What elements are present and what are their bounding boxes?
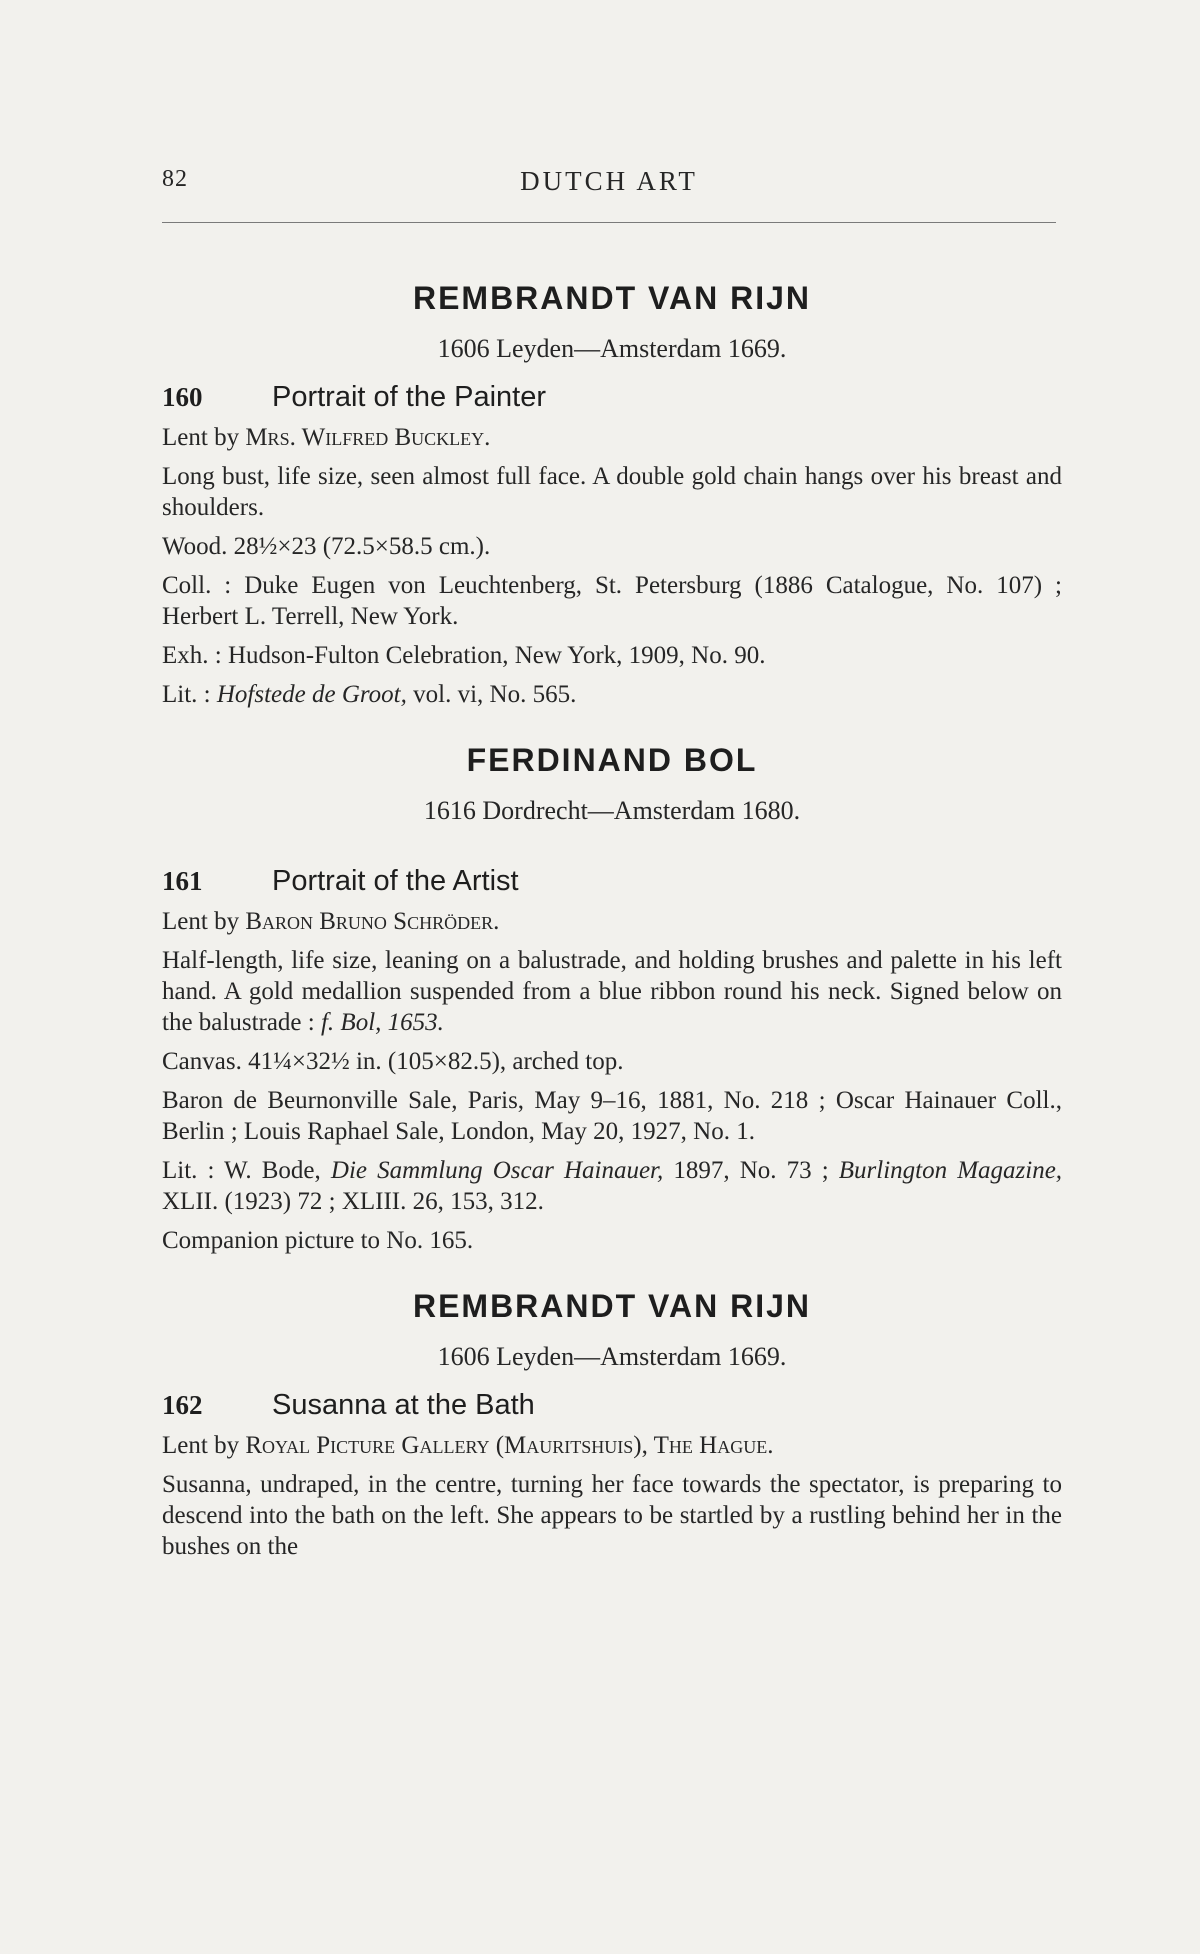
entry-collection: Coll. : Duke Eugen von Leuchtenberg, St. Petersburg (1886 Catalogue, No. 107) ; Herbert L. Terrell, New York. bbox=[162, 572, 1062, 630]
lit-prefix: Lit. : bbox=[162, 681, 211, 708]
entry-number: 162 bbox=[162, 1390, 203, 1420]
signature: f. Bol, 1653. bbox=[320, 1009, 444, 1036]
lent-prefix: Lent by bbox=[162, 424, 240, 451]
artist-dates: 1616 Dordrecht—Amsterdam 1680. bbox=[423, 796, 801, 825]
entry-title: Portrait of the Artist bbox=[272, 865, 519, 897]
entry-number: 161 bbox=[162, 866, 203, 896]
running-head: DUTCH ART bbox=[520, 166, 698, 196]
entry-literature bbox=[162, 1155, 1062, 1217]
entry-provenance: Baron de Beurnonville Sale, Paris, May 9–16, 1881, No. 218 ; Oscar Hainauer Coll., Berlin ; Louis Raphael Sale, London, May 20, 1927, No. 1. bbox=[162, 1087, 1062, 1145]
entry-heading bbox=[162, 862, 1062, 900]
entry-companion: Companion picture to No. 165. bbox=[162, 1227, 474, 1254]
lender-name: Royal Picture Gallery (Mauritshuis), The Hague. bbox=[245, 1432, 774, 1459]
entry-heading bbox=[162, 1386, 1062, 1424]
entry-exhibition: Exh. : Hudson-Fulton Celebration, New York, 1909, No. 90. bbox=[162, 642, 766, 669]
entry-title: Portrait of the Painter bbox=[272, 381, 547, 413]
entry-number: 160 bbox=[162, 382, 203, 412]
entry-medium: Canvas. 41¼×32½ in. (105×82.5), arched top. bbox=[162, 1048, 624, 1075]
artist-dates: 1606 Leyden—Amsterdam 1669. bbox=[437, 1342, 787, 1371]
lit-rest: vol. vi, No. 565. bbox=[413, 681, 577, 708]
page-content bbox=[162, 278, 1062, 1570]
lender-line bbox=[162, 906, 1062, 937]
lit-prefix: Lit. : W. Bode, bbox=[162, 1157, 321, 1184]
header-rule bbox=[162, 222, 1056, 223]
description-text: Half-length, life size, leaning on a balustrade, and holding brushes and palette in his left hand. A gold medallion suspended from a blue ribbon round his neck. Signed below on the balustrade : bbox=[162, 947, 1062, 1036]
lent-prefix: Lent by bbox=[162, 908, 240, 935]
artist-dates: 1606 Leyden—Amsterdam 1669. bbox=[437, 334, 787, 363]
entry-literature bbox=[162, 679, 1062, 710]
page-header bbox=[162, 166, 1056, 206]
lender-line bbox=[162, 1430, 1062, 1461]
lit-mid: 1897, No. 73 ; bbox=[673, 1157, 829, 1184]
artist-heading: REMBRANDT VAN RIJN bbox=[412, 280, 812, 316]
entry-title: Susanna at the Bath bbox=[272, 1389, 535, 1421]
lit-title: Burlington Magazine, bbox=[838, 1157, 1063, 1184]
page-number: 82 bbox=[162, 166, 188, 192]
lent-prefix: Lent by bbox=[162, 1432, 240, 1459]
lit-end: XLII. (1923) 72 ; XLIII. 26, 153, 312. bbox=[162, 1188, 544, 1215]
entry-medium: Wood. 28½×23 (72.5×58.5 cm.). bbox=[162, 533, 491, 560]
artist-heading: REMBRANDT VAN RIJN bbox=[412, 1288, 812, 1324]
entry-description: Susanna, undraped, in the centre, turning her face towards the spectator, is preparing to descend into the bath on the left. She appears to be startled by a rustling behind her in the bushes on the bbox=[162, 1471, 1062, 1560]
entry-heading bbox=[162, 378, 1062, 416]
lender-line bbox=[162, 422, 1062, 453]
lender-name: Mrs. Wilfred Buckley. bbox=[245, 424, 491, 451]
lit-title: Die Sammlung Oscar Hainauer, bbox=[330, 1157, 664, 1184]
lender-name: Baron Bruno Schröder. bbox=[245, 908, 500, 935]
entry-description: Long bust, life size, seen almost full face. A double gold chain hangs over his breast and shoulders. bbox=[162, 463, 1062, 521]
entry-description bbox=[162, 945, 1062, 1038]
artist-heading: FERDINAND BOL bbox=[466, 742, 758, 778]
lit-author: Hofstede de Groot, bbox=[216, 681, 407, 708]
